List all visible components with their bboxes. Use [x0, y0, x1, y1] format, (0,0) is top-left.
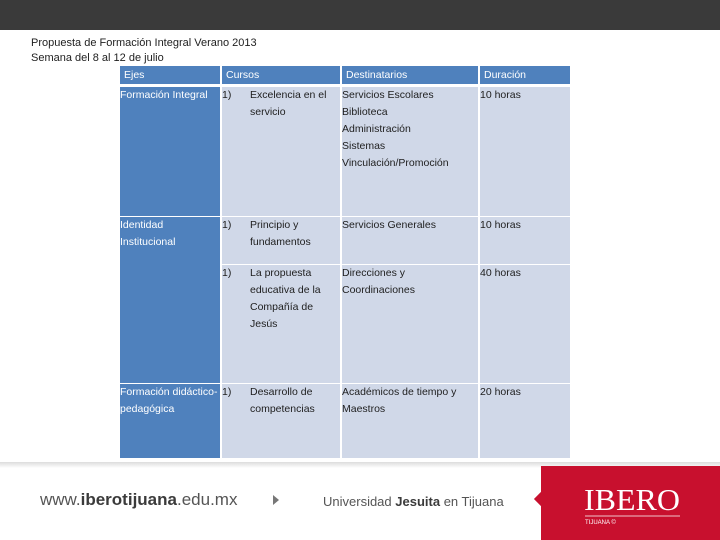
- eje-cell: Formación didáctico-pedagógica: [120, 383, 220, 458]
- course-name: La propuesta educativa de la Compañía de Jesús: [250, 264, 340, 383]
- tagline-post: en Tijuana: [440, 494, 504, 509]
- table-row: [120, 86, 570, 216]
- document-heading: [31, 36, 257, 66]
- audience-cell: Académicos de tiempo y Maestros: [340, 383, 478, 458]
- course-number: 1): [220, 216, 250, 264]
- logo-subtitle: TIJUANA ©: [585, 520, 616, 526]
- duration-cell: 10 horas: [478, 216, 570, 264]
- heading-title: Propuesta de Formación Integral Verano 2013: [31, 37, 257, 49]
- course-name: Principio y fundamentos: [250, 216, 340, 264]
- header-destinatarios: Destinatarios: [340, 66, 478, 86]
- duration-cell: 10 horas: [478, 86, 570, 216]
- course-name: Excelencia en el servicio: [250, 86, 340, 216]
- top-bar: [0, 0, 720, 30]
- audience-cell: Servicios Generales: [340, 216, 478, 264]
- url-suffix: .edu.mx: [176, 490, 238, 509]
- ibero-logo: [584, 480, 682, 526]
- logo-word: IBERO: [584, 482, 680, 517]
- course-number: 1): [220, 383, 250, 458]
- course-number: 1): [220, 86, 250, 216]
- audience-cell: Servicios Escolares Biblioteca Administración Sistemas Vinculación/Promoción: [340, 86, 478, 216]
- duration-cell: 20 horas: [478, 383, 570, 458]
- audience-cell: Direcciones y Coordinaciones: [340, 264, 478, 383]
- duration-cell: 40 horas: [478, 264, 570, 383]
- header-duracion: Duración: [478, 66, 570, 86]
- tagline-pre: Universidad: [323, 494, 396, 509]
- heading-subtitle: Semana del 8 al 12 de julio: [31, 52, 164, 64]
- eje-cell: Identidad Institucional: [120, 216, 220, 383]
- course-name: Desarrollo de competencias: [250, 383, 340, 458]
- play-arrow-icon: [273, 495, 279, 505]
- table-header-row: [120, 66, 570, 86]
- tagline-bold: Jesuita: [395, 494, 441, 509]
- table-row: [120, 383, 570, 458]
- table-row: [120, 216, 570, 264]
- course-number: 1): [220, 264, 250, 383]
- header-ejes: Ejes: [120, 66, 220, 86]
- header-cursos: Cursos: [220, 66, 340, 86]
- url-prefix: www.: [40, 490, 81, 509]
- university-tagline: [323, 494, 504, 509]
- ibero-brand-block: [541, 466, 720, 540]
- url-domain: iberotijuana: [80, 490, 177, 509]
- website-link[interactable]: [40, 490, 237, 510]
- eje-cell: Formación Integral: [120, 86, 220, 216]
- courses-table: [120, 66, 570, 458]
